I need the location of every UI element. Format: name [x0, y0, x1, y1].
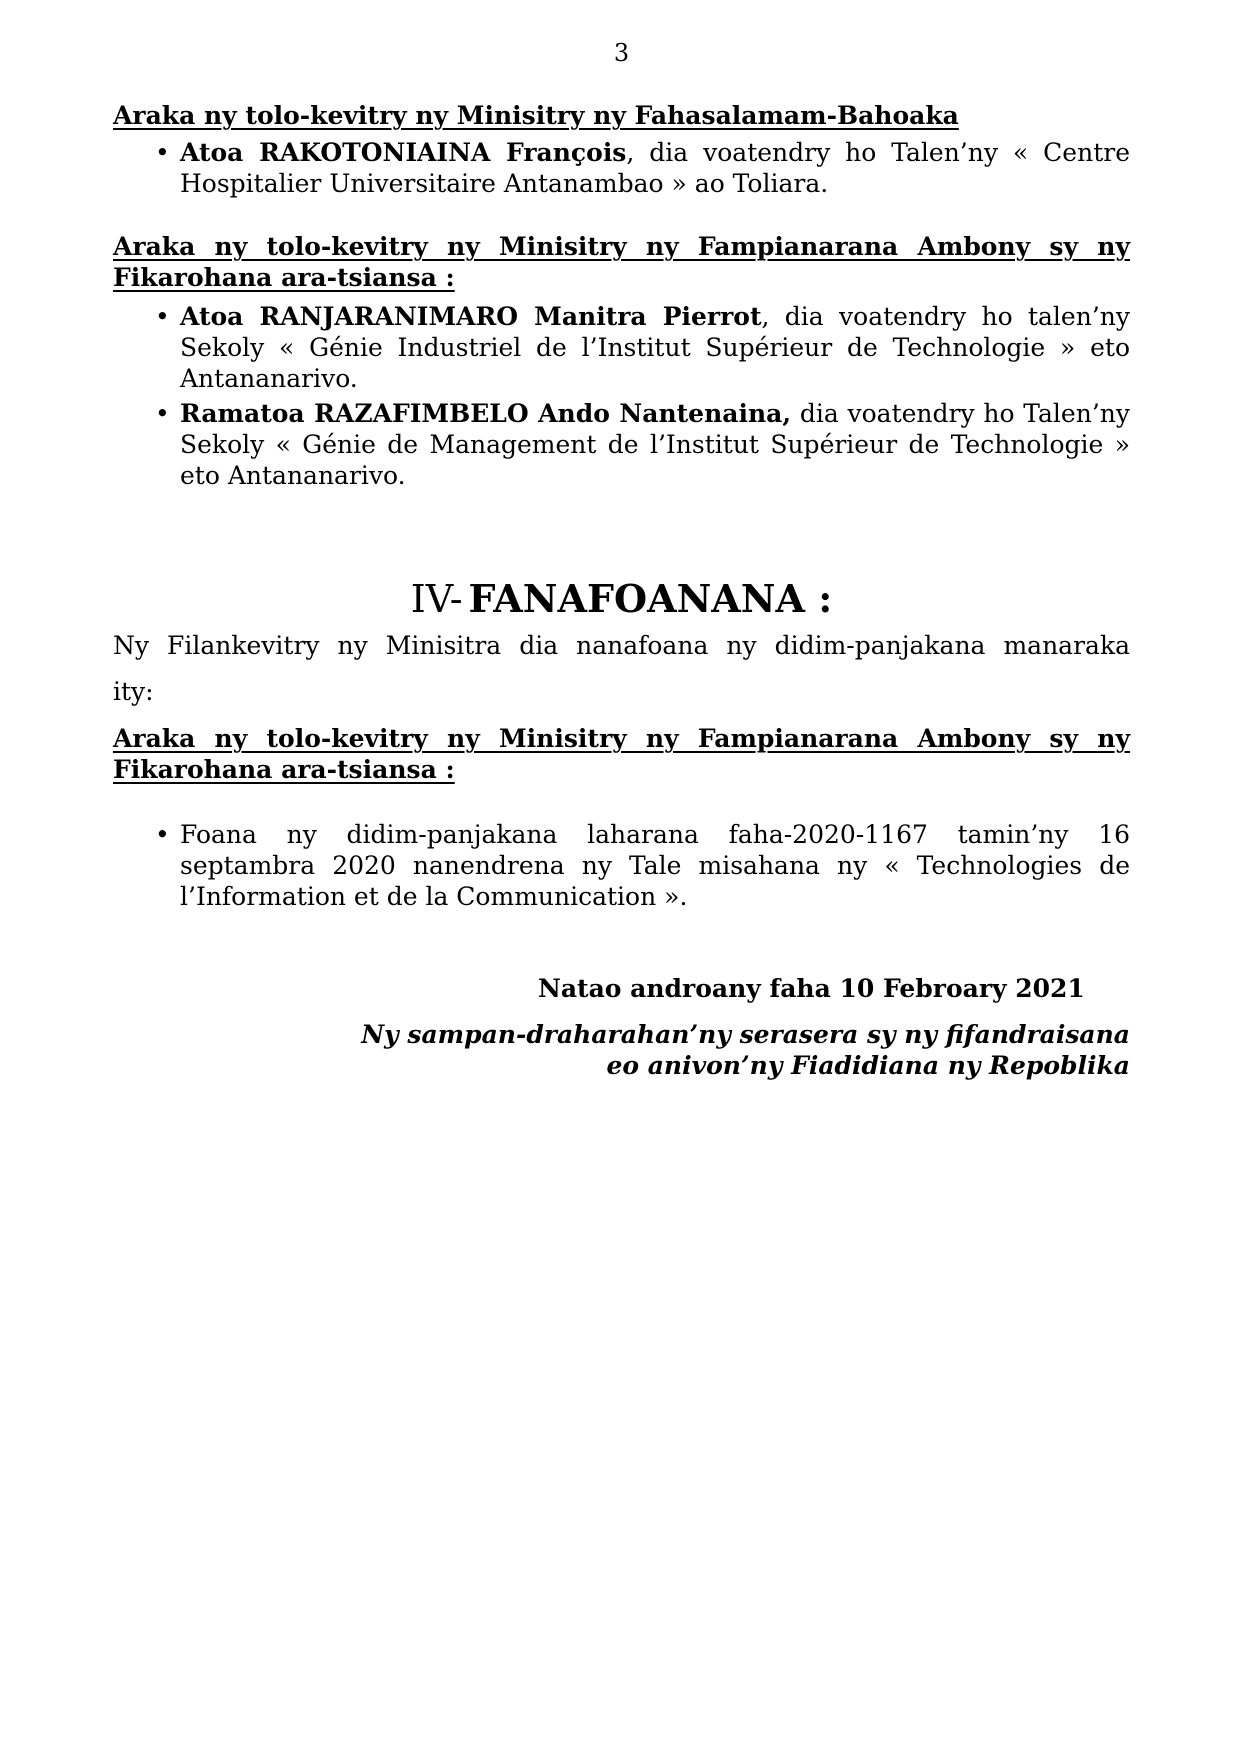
section-iv-heading	[113, 575, 1130, 623]
heading-health-ministry: Araka ny tolo-kevitry ny Minisitry ny Fahasalamam-Bahoaka	[113, 101, 959, 130]
appointment-details: dia voatendry ho Talen’ny Sekoly « Génie de Management de l’Institut Supérieur de Technologie » eto Antananarivo.	[180, 399, 1130, 490]
bullet-item-appointment	[113, 301, 1130, 394]
document-content	[113, 0, 1130, 1081]
heading-higher-education-ministry	[113, 231, 1130, 293]
heading-line: Fikarohana ara-tsiansa :	[113, 263, 455, 292]
bullet-item-appointment	[113, 137, 1130, 199]
appointment-text	[180, 398, 1130, 491]
heading-line: Araka ny tolo-kevitry ny Minisitry ny Fampianarana Ambony sy ny	[113, 232, 1130, 261]
intro-line: Ny Filankevitry ny Minisitra dia nanafoana ny didim-panjakana manaraka	[113, 631, 1130, 660]
appointee-name: Atoa RAKOTONIAINA François	[180, 138, 627, 167]
heading-line: Fikarohana ara-tsiansa :	[113, 755, 455, 784]
section-numeral: IV-	[410, 577, 463, 621]
bullet-marker: •	[155, 138, 170, 167]
section-iv-intro	[113, 623, 1130, 715]
bullet-item-appointment	[113, 398, 1130, 491]
appointment-text	[180, 137, 1130, 199]
appointee-name: Ramatoa RAZAFIMBELO Ando Nantenaina,	[180, 399, 792, 428]
bullet-list-higher-education	[113, 301, 1130, 491]
bullet-marker: •	[155, 399, 170, 428]
bullet-marker: •	[155, 302, 170, 331]
issuer-line: eo anivon’ny Fiadidiana ny Repoblika	[606, 1051, 1130, 1080]
bullet-item-repeal	[113, 819, 1130, 912]
heading-line: Araka ny tolo-kevitry ny Minisitry ny Fampianarana Ambony sy ny	[113, 724, 1130, 753]
signature-date-line: Natao androany faha 10 Febroary 2021	[538, 974, 1085, 1003]
appointment-text	[180, 301, 1130, 394]
appointment-details: , dia voatendry ho Talen’ny « Centre Hospitalier Universitaire Antanambao » ao Toliara.	[180, 138, 1130, 198]
appointee-name: Atoa RANJARANIMARO Manitra Pierrot	[180, 302, 762, 331]
heading-higher-education-ministry-repeal	[113, 723, 1130, 785]
intro-line: ity:	[113, 677, 154, 706]
bullet-list-repeal	[113, 819, 1130, 912]
appointment-details: , dia voatendry ho talen’ny Sekoly « Génie Industriel de l’Institut Supérieur de Technologie » eto Antananarivo.	[180, 302, 1130, 393]
repeal-text: Foana ny didim-panjakana laharana faha-2020-1167 tamin’ny 16 septambra 2020 nanendrena ny Tale misahana ny « Technologies de l’Information et de la Communication ».	[180, 820, 1130, 911]
bullet-marker: •	[155, 820, 170, 849]
section-title: FANAFOANANA :	[468, 576, 833, 621]
issuer-line: Ny sampan-draharahan’ny serasera sy ny fifandraisana	[361, 1020, 1130, 1049]
bullet-list-health	[113, 137, 1130, 199]
page-number: 3	[613, 39, 630, 67]
signature-issuer	[113, 1019, 1130, 1081]
